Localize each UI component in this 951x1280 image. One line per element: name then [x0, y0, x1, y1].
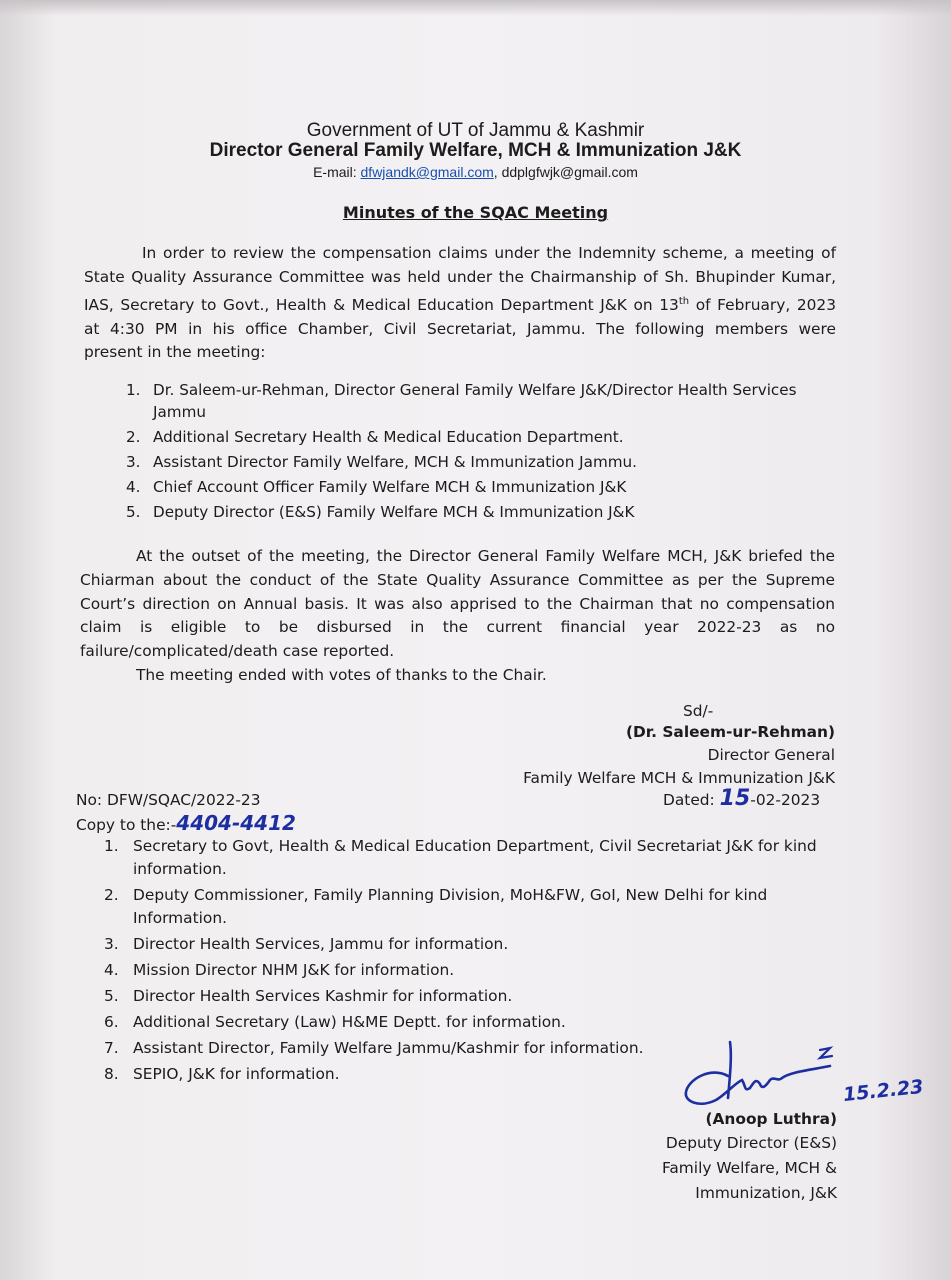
list-item: 3. Director Health Services, Jammu for information.	[104, 933, 839, 956]
copy-text: SEPIO, J&K for information.	[133, 1065, 340, 1083]
copy-text: Deputy Commissioner, Family Planning Division, MoH&FW, GoI, New Delhi for kind Information.	[133, 886, 768, 927]
header-government: Government of UT of Jammu & Kashmir	[306, 120, 645, 141]
header-directorate: Director General Family Welfare, MCH & Immunization J&K	[209, 140, 742, 161]
intro-line-tail: of February, 2023	[689, 295, 837, 314]
copy-text: Director Health Services Kashmir for information.	[133, 987, 513, 1005]
outset-line: At the outset of the meeting, the Director General Family Welfare MCH, J&K briefed the	[136, 547, 835, 565]
signatory2-office-line1: Family Welfare, MCH &	[661, 1159, 837, 1177]
member-text-cont: Jammu	[153, 403, 207, 421]
intro-paragraph	[84, 242, 836, 365]
member-text: Dr. Saleem-ur-Rehman, Director General Family Welfare J&K/Director Health Services	[153, 381, 797, 399]
header-email	[0, 164, 951, 180]
outset-line: Court’s direction on Annual basis. It was also apprised to the Chairman that no compensation	[80, 594, 835, 613]
email-label: E-mail:	[313, 164, 357, 180]
list-item: 2. Deputy Commissioner, Family Planning Division, MoH&FW, GoI, New Delhi for kind Information.	[104, 884, 839, 930]
copy-text: Mission Director NHM J&K for information.	[133, 961, 455, 979]
copy-text: Additional Secretary (Law) H&ME Deptt. for information.	[133, 1013, 566, 1031]
copy-text: Director Health Services, Jammu for information.	[133, 935, 509, 953]
closing-line: The meeting ended with votes of thanks to the Chair.	[136, 665, 547, 684]
email-separator: ,	[493, 164, 498, 180]
list-item: 4. Chief Account Officer Family Welfare MCH & Immunization J&K	[126, 478, 627, 496]
signatory2-name: (Anoop Luthra)	[705, 1110, 837, 1128]
outset-paragraph	[80, 545, 835, 688]
dated-label: Dated:	[663, 791, 715, 809]
email-secondary: ddplgfwjk@gmail.com	[501, 164, 638, 180]
handwritten-date-day: 15	[719, 786, 751, 811]
list-item: 5. Director Health Services Kashmir for information.	[104, 985, 839, 1008]
page-shadow	[0, 0, 951, 16]
reference-number: No: DFW/SQAC/2022-23	[76, 791, 261, 809]
intro-line: State Quality Assurance Committee was held under the Chairmanship of Sh. Bhupinder Kumar,	[84, 267, 836, 286]
intro-line: In order to review the compensation claims under the Indemnity scheme, a meeting of	[142, 244, 836, 262]
outset-line: failure/complicated/death case reported.	[80, 642, 395, 661]
outset-line: Chiarman about the conduct of the State Quality Assurance Committee as per the Supreme	[80, 570, 835, 589]
handwritten-dispatch-number: 4404-4412	[176, 811, 296, 835]
intro-line: present in the meeting:	[84, 343, 266, 362]
sd-mark: Sd/-	[683, 702, 714, 720]
member-text: Assistant Director Family Welfare, MCH & Immunization Jammu.	[153, 453, 637, 471]
copy-text: Assistant Director, Family Welfare Jammu/Kashmir for information.	[133, 1039, 644, 1057]
list-item: 7. Assistant Director, Family Welfare Jammu/Kashmir for information.	[104, 1037, 839, 1060]
handwritten-signature	[670, 1036, 860, 1116]
list-item: 8. SEPIO, J&K for information.	[104, 1063, 839, 1086]
email-link-primary[interactable]: dfwjandk@gmail.com	[360, 164, 494, 180]
signatory-office: Family Welfare MCH & Immunization J&K	[523, 769, 835, 787]
intro-line: at 4:30 PM in his office Chamber, Civil Secretariat, Jammu. The following members were	[84, 319, 836, 338]
handwritten-sign-date: 15.2.23	[842, 1075, 925, 1107]
list-item: 2. Additional Secretary Health & Medical Education Department.	[126, 428, 624, 446]
list-item: 1. Dr. Saleem-ur-Rehman, Director General Family Welfare J&K/Director Health Services Jammu	[126, 381, 797, 421]
list-item: 3. Assistant Director Family Welfare, MCH & Immunization Jammu.	[126, 453, 637, 471]
dated-rest: -02-2023	[750, 791, 821, 809]
document-title: Minutes of the SQAC Meeting	[342, 203, 609, 222]
member-text: Deputy Director (E&S) Family Welfare MCH & Immunization J&K	[153, 503, 635, 521]
members-list	[126, 379, 841, 526]
signatory2-designation: Deputy Director (E&S)	[665, 1134, 837, 1152]
intro-line: IAS, Secretary to Govt., Health & Medical Education Department J&K on 13th of February, 2023	[84, 295, 837, 314]
list-item: 1. Secretary to Govt, Health & Medical Education Department, Civil Secretariat J&K for kind information.	[104, 835, 839, 881]
list-item: 4. Mission Director NHM J&K for information.	[104, 959, 839, 982]
signatory2-office-line2: Immunization, J&K	[695, 1184, 837, 1202]
copy-to-label: Copy to the:-	[76, 816, 177, 834]
copy-text: Secretary to Govt, Health & Medical Education Department, Civil Secretariat J&K for kind information.	[133, 837, 817, 878]
dated-line	[663, 786, 821, 811]
member-text: Chief Account Officer Family Welfare MCH & Immunization J&K	[153, 478, 627, 496]
signatory-designation: Director General	[707, 746, 835, 764]
member-text: Additional Secretary Health & Medical Education Department.	[153, 428, 624, 446]
list-item: 5. Deputy Director (E&S) Family Welfare MCH & Immunization J&K	[126, 503, 635, 521]
outset-line: claim is eligible to be disbursed in the current financial year 2022-23 as no	[80, 618, 835, 637]
copy-to-line	[76, 811, 296, 835]
signatory-name: (Dr. Saleem-ur-Rehman)	[625, 723, 835, 741]
intro-superscript: th	[678, 295, 690, 307]
list-item: 6. Additional Secretary (Law) H&ME Deptt. for information.	[104, 1011, 839, 1034]
